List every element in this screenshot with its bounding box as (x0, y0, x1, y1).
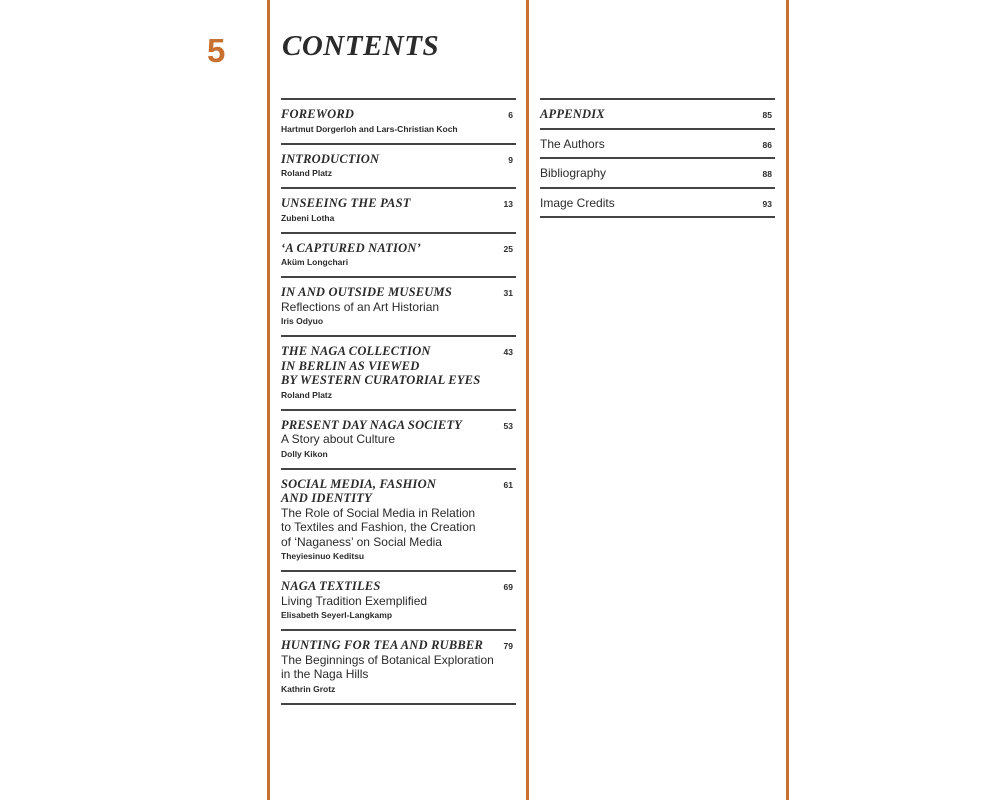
toc-entry-a-captured-nation[interactable] (281, 232, 516, 277)
toc-entry-author: Theyiesinuo Keditsu (281, 551, 365, 561)
toc-right-column (540, 98, 775, 218)
toc-entry-appendix[interactable] (540, 98, 775, 128)
toc-entry-subtitle: The Role of Social Media in Relation to Textiles and Fashion, the Creation of ‘Naganess’ on Social Media (281, 505, 476, 549)
toc-entry-naga-textiles[interactable] (281, 570, 516, 629)
toc-entry-author: Hartmut Dorgerloh and Lars-Christian Koch (281, 123, 458, 134)
toc-entry-title: HUNTING FOR TEA AND RUBBER (281, 638, 483, 652)
toc-entry-the-authors[interactable] (540, 128, 775, 158)
toc-entry-subtitle: A Story about Culture (281, 432, 396, 446)
toc-entry-page: 79 (503, 641, 513, 651)
toc-entry-label: Bibliography (540, 166, 607, 180)
toc-entry-foreword[interactable] (281, 98, 516, 143)
toc-entry-label: The Authors (540, 136, 605, 151)
toc-entry-title: APPENDIX (540, 107, 605, 121)
toc-entry-page: 43 (503, 347, 513, 357)
toc-entry-subtitle: Living Tradition Exemplified (281, 593, 428, 608)
toc-entry-page: 93 (762, 198, 772, 209)
toc-entry-title: NAGA TEXTILES (281, 579, 381, 593)
toc-entry-page: 61 (503, 479, 513, 490)
toc-entry-page: 88 (762, 169, 772, 179)
toc-entry-title: UNSEEING THE PAST (281, 196, 411, 210)
toc-entry-page: 31 (503, 288, 513, 298)
toc-entry-page: 9 (508, 154, 513, 165)
toc-entry-title: PRESENT DAY NAGA SOCIETY (281, 417, 463, 432)
toc-entry-page: 69 (503, 582, 513, 592)
toc-entry-author: Roland Platz (281, 389, 333, 400)
column-divider-middle (526, 0, 529, 800)
column-divider-left (267, 0, 270, 800)
toc-entry-present-day-naga-society[interactable] (281, 409, 516, 468)
toc-entry-author: Elisabeth Seyerl-Langkamp (281, 610, 393, 620)
toc-entry-subtitle: Reflections of an Art Historian (281, 299, 440, 314)
toc-entry-hunting-for-tea-and-rubber[interactable] (281, 629, 516, 705)
toc-entry-title: IN AND OUTSIDE MUSEUMS (281, 285, 452, 299)
toc-entry-author: Aküm Longchari (281, 257, 349, 267)
toc-entry-title: THE NAGA COLLECTION IN BERLIN AS VIEWED BY WESTERN CURATORIAL EYES (281, 344, 481, 387)
toc-entry-introduction[interactable] (281, 143, 516, 188)
toc-entry-page: 86 (762, 139, 772, 150)
page-title: CONTENTS (282, 30, 440, 62)
toc-entry-title: FOREWORD (281, 107, 355, 121)
toc-entry-title: INTRODUCTION (281, 151, 380, 166)
page-number: 5 (207, 32, 226, 69)
toc-entry-page: 13 (503, 199, 513, 209)
toc-entry-bibliography[interactable] (540, 157, 775, 187)
toc-entry-page: 85 (762, 110, 772, 120)
toc-left-column (281, 98, 516, 705)
toc-entry-label: Image Credits (540, 195, 615, 210)
toc-entry-title: ‘A CAPTURED NATION’ (281, 240, 421, 255)
toc-entry-page: 6 (508, 110, 513, 120)
column-divider-right (786, 0, 789, 800)
toc-entry-author: Zubeni Lotha (281, 212, 335, 223)
toc-entry-author: Roland Platz (281, 168, 333, 178)
toc-entry-title: SOCIAL MEDIA, FASHION AND IDENTITY (281, 476, 437, 505)
toc-entry-social-media-fashion-identity[interactable] (281, 468, 516, 571)
toc-entry-image-credits[interactable] (540, 187, 775, 219)
toc-entry-author: Dolly Kikon (281, 448, 328, 459)
toc-entry-unseeing-the-past[interactable] (281, 187, 516, 232)
toc-entry-naga-collection-berlin[interactable] (281, 335, 516, 409)
toc-entry-subtitle: The Beginnings of Botanical Exploration in the Naga Hills (281, 652, 494, 681)
toc-entry-page: 25 (503, 243, 513, 254)
toc-entry-page: 53 (503, 420, 513, 431)
toc-entry-author: Kathrin Grotz (281, 683, 336, 694)
toc-entry-in-and-outside-museums[interactable] (281, 276, 516, 335)
toc-entry-author: Iris Odyuo (281, 316, 324, 326)
